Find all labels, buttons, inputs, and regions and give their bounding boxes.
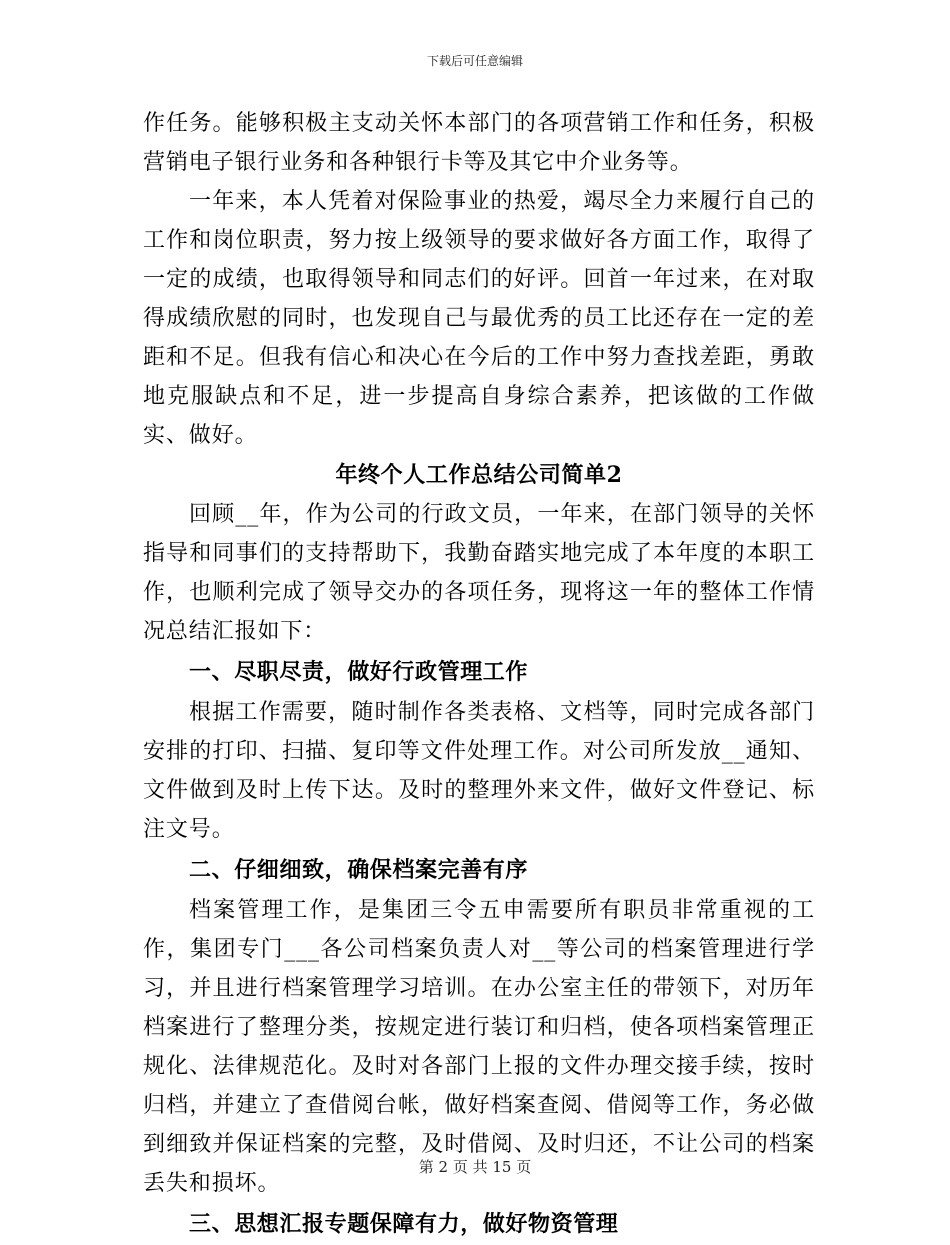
heading-2: 二、仔细细致，确保档案完善有序 bbox=[189, 857, 529, 883]
paragraph-5: 档案管理工作，是集团三令五申需要所有职员非常重视的工作，集团专门___各公司档案负责人对__等公司的档案管理进行学习，并且进行档案管理学习培训。在办公室主任的带领下，对历年档案进行了整理分类，按规定进行装订和归档，使各项档案管理正规化、法律规范化。及时对各部门上报的文件办理交接手续，按时归档，并建立了查借阅台帐，做好档案查阅、借阅等工作，务必做到细致并保证档案的完整，及时借阅、及时归还，不让公司的档案丢失和损坏。 bbox=[143, 898, 815, 1196]
page-number: 第 2 页 共 15 页 bbox=[418, 1158, 532, 1176]
paragraph-3: 回顾__年，作为公司的行政文员，一年来，在部门领导的关怀指导和同事们的支持帮助下，我勤奋踏实地完成了本年度的本职工作，也顺利完成了领导交办的各项任务，现将这一年的整体工作情况总结汇报如下： bbox=[143, 502, 815, 644]
heading-1: 一、尽职尽责，做好行政管理工作 bbox=[189, 659, 529, 685]
paragraph-2: 一年来，本人凭着对保险事业的热爱，竭尽全力来履行自己的工作和岗位职责，努力按上级领导的要求做好各方面工作，取得了一定的成绩，也取得领导和同志们的好评。回首一年过来，在对取得成绩欣慰的同时，也发现自己与最优秀的员工比还存在一定的差距和不足。但我有信心和决心在今后的工作中努力查找差距，勇敢地克服缺点和不足，进一步提高自身综合素养，把该做的工作做实、做好。 bbox=[143, 189, 815, 448]
paragraph-1: 作任务。能够积极主支动关怀本部门的各项营销工作和任务，积极营销电子银行业务和各种银行卡等及其它中介业务等。 bbox=[143, 111, 815, 175]
heading-3: 三、思想汇报专题保障有力，做好物资管理 bbox=[189, 1211, 619, 1237]
paragraph-4: 根据工作需要，随时制作各类表格、文档等，同时完成各部门安排的打印、扫描、复印等文件处理工作。对公司所发放__通知、文件做到及时上传下达。及时的整理外来文件，做好文件登记、标注文号。 bbox=[143, 700, 815, 842]
header-note: 下载后可任意编辑 bbox=[426, 54, 523, 68]
section-title: 年终个人工作总结公司简单2 bbox=[335, 462, 623, 488]
document-body bbox=[143, 104, 815, 1245]
